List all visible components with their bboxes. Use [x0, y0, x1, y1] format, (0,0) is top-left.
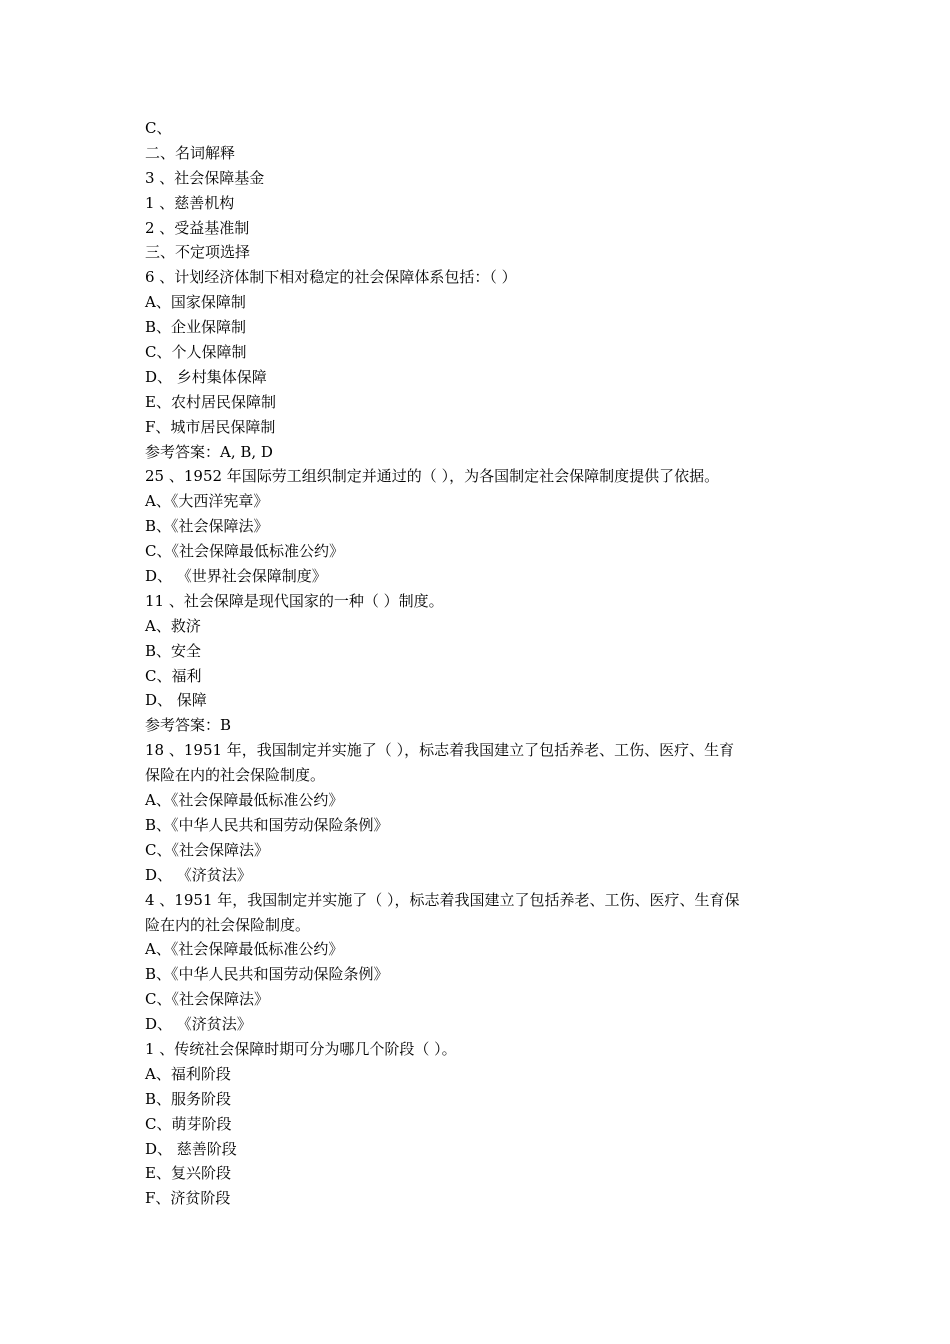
option-item: D、 《世界社会保障制度》	[145, 567, 327, 586]
question-text-continued: 保险在内的社会保险制度。	[145, 766, 326, 785]
answer-text: 参考答案：A, B, D	[145, 442, 273, 461]
answer-text: 参考答案：B	[145, 716, 232, 735]
option-item: A、《大西洋宪章》	[145, 492, 269, 511]
option-item: D、 《济贫法》	[145, 865, 252, 884]
option-item: B、《中华人民共和国劳动保险条例》	[145, 815, 389, 834]
option-item: A、《社会保障最低标准公约》	[145, 791, 344, 810]
option-item: C、《社会保障法》	[145, 990, 269, 1009]
option-item: A、《社会保障最低标准公约》	[145, 940, 344, 959]
option-item: C、个人保障制	[145, 343, 247, 362]
option-item: C、福利	[145, 666, 202, 685]
section-heading: 二、名词解释	[145, 143, 236, 162]
option-item: E、农村居民保障制	[145, 392, 276, 411]
term-item: 3 、社会保障基金	[145, 168, 265, 187]
option-item: B、《社会保障法》	[145, 517, 269, 536]
option-item: C、萌芽阶段	[145, 1114, 232, 1133]
option-item: F、城市居民保障制	[145, 417, 276, 436]
option-item: B、企业保障制	[145, 318, 247, 337]
option-item: B、服务阶段	[145, 1089, 232, 1108]
question-text: 18 、1951 年，我国制定并实施了（ ），标志着我国建立了包括养老、工伤、医疗、生育	[145, 741, 735, 760]
question-text: 6 、计划经济体制下相对稳定的社会保障体系包括：（ ）	[145, 268, 517, 287]
section-heading: 三、不定项选择	[145, 243, 251, 262]
option-item: B、安全	[145, 641, 202, 660]
option-item: A、福利阶段	[145, 1064, 231, 1083]
question-text: 11 、社会保障是现代国家的一种（ ）制度。	[145, 591, 444, 610]
option-item: F、济贫阶段	[145, 1189, 231, 1208]
option-item: D、 《济贫法》	[145, 1015, 252, 1034]
text-line: C、	[145, 119, 172, 137]
option-item: A、国家保障制	[145, 293, 246, 312]
option-item: D、 慈善阶段	[145, 1139, 237, 1158]
question-text: 25 、1952 年国际劳工组织制定并通过的（ ），为各国制定社会保障制度提供了依据。	[145, 467, 720, 486]
document-body	[145, 116, 810, 1211]
option-item: A、救济	[145, 616, 201, 635]
question-text-continued: 险在内的社会保险制度。	[145, 915, 311, 934]
option-item: D、 保障	[145, 691, 207, 710]
question-text: 4 、1951 年，我国制定并实施了（ ），标志着我国建立了包括养老、工伤、医疗、生育保	[145, 890, 740, 909]
option-item: C、《社会保障最低标准公约》	[145, 542, 344, 561]
term-item: 2 、受益基准制	[145, 218, 250, 237]
option-item: B、《中华人民共和国劳动保险条例》	[145, 965, 389, 984]
question-text: 1 、传统社会保障时期可分为哪几个阶段（ ）。	[145, 1039, 457, 1058]
option-item: D、 乡村集体保障	[145, 367, 267, 386]
option-item: E、复兴阶段	[145, 1164, 231, 1183]
term-item: 1 、慈善机构	[145, 193, 235, 212]
option-item: C、《社会保障法》	[145, 840, 269, 859]
